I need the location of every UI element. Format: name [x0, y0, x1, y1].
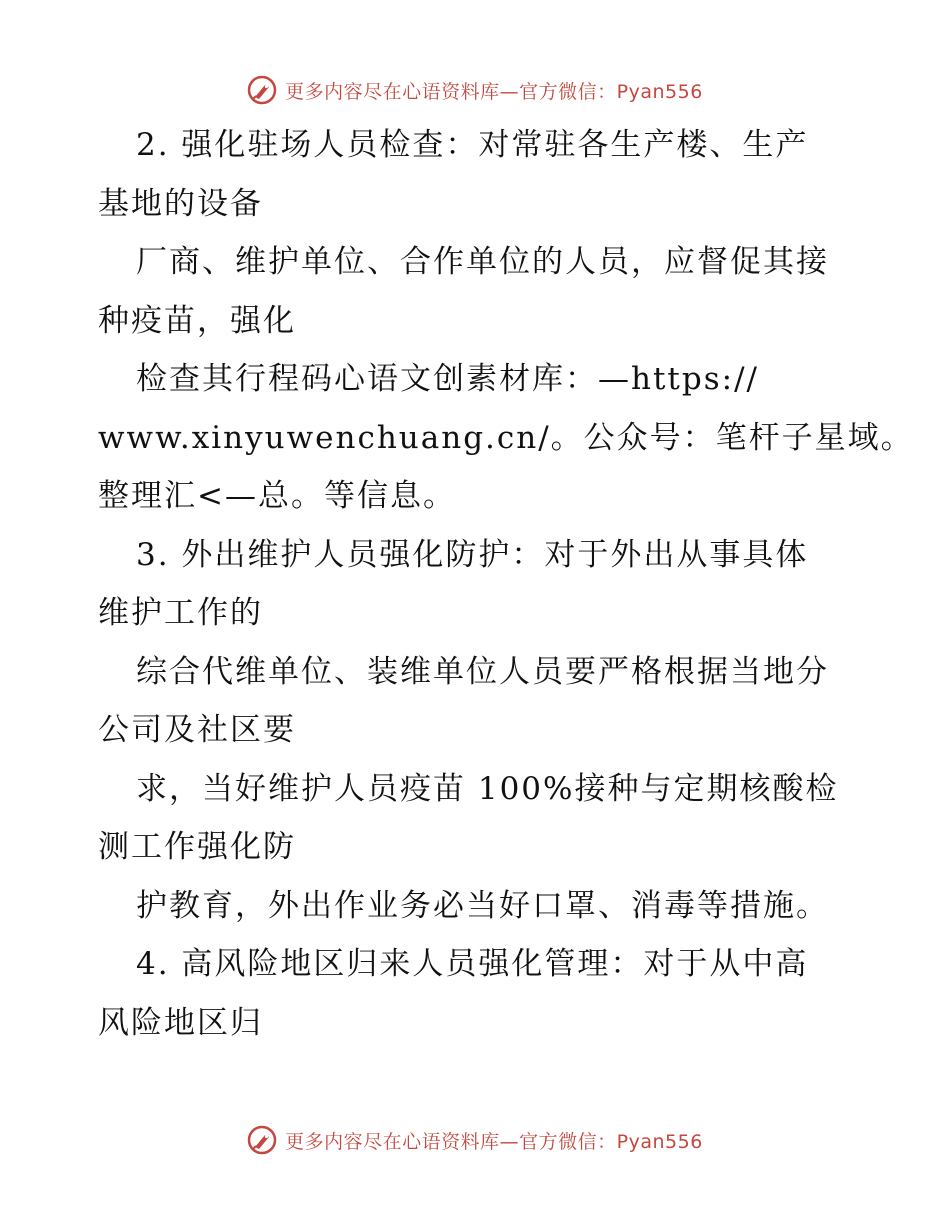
- body-line: 种疫苗，强化: [98, 302, 296, 339]
- body-line: 求，当好维护人员疫苗 100%接种与定期核酸检: [136, 770, 839, 807]
- body-line: 4. 高风险地区归来人员强化管理：对于从中高: [136, 946, 809, 982]
- footer-banner-text: 更多内容尽在心语资料库—官方微信：Pyan556: [285, 1130, 703, 1153]
- footer-banner: [0, 1120, 950, 1160]
- body-line: 测工作强化防: [98, 829, 296, 865]
- body-line: 2. 强化驻场人员检查：对常驻各生产楼、生产: [136, 127, 809, 163]
- body-line: 护教育，外出作业务必当好口罩、消毒等措施。: [136, 887, 829, 924]
- body-line: 风险地区归: [98, 1004, 263, 1041]
- body-line: 3. 外出维护人员强化防护：对于外出从事具体: [136, 536, 809, 573]
- body-line: 维护工作的: [98, 595, 263, 631]
- body-line: 检查其行程码心语文创素材库：—https://: [136, 361, 759, 397]
- body-line: 公司及社区要: [98, 712, 296, 748]
- header-banner: [0, 70, 950, 110]
- header-banner-text: 更多内容尽在心语资料库—官方微信：Pyan556: [285, 80, 703, 103]
- body-line-url: www.xinyuwenchuang.cn/。公众号：笔杆子星域。: [98, 419, 914, 456]
- pen-nib-logo-icon: [247, 75, 277, 105]
- pen-nib-logo-icon: [247, 1125, 277, 1155]
- document-body: [98, 116, 914, 1052]
- body-line: 基地的设备: [98, 185, 263, 222]
- body-line: 整理汇<—总。等信息。: [98, 478, 456, 514]
- body-line: 厂商、维护单位、合作单位的人员，应督促其接: [136, 244, 829, 280]
- body-line: 综合代维单位、装维单位人员要严格根据当地分: [136, 653, 829, 690]
